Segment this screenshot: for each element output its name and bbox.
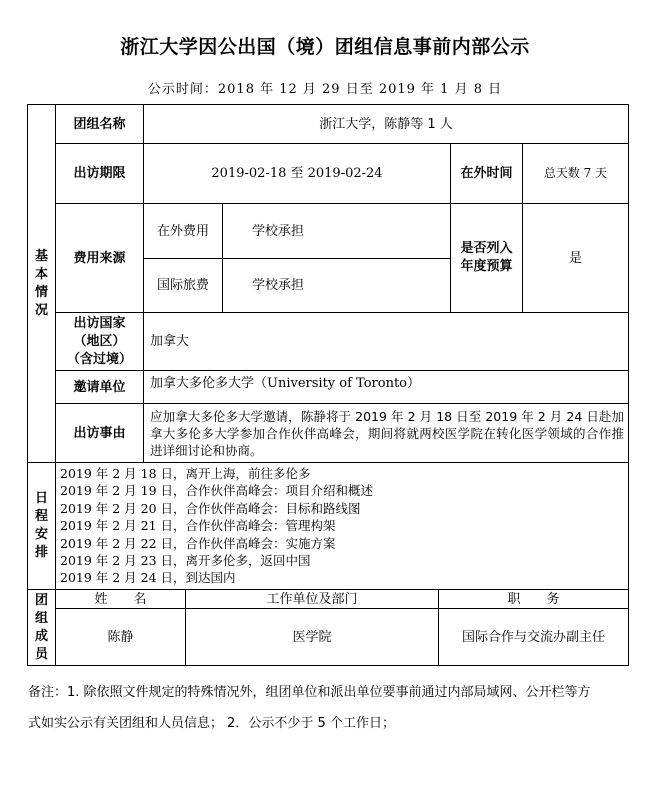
header-name: 姓 名 — [94, 591, 147, 607]
budget-label: 是否列入 年度预算 — [460, 241, 513, 274]
member-name: 陈静 — [107, 629, 134, 645]
member-title: 国际合作与交流办副主任 — [461, 629, 605, 645]
list-item: 2019 年 2 月 20 日，合作伙伴高峰会：目标和路线图 — [60, 500, 361, 516]
group-name-value: 浙江大学，陈静等 1 人 — [319, 116, 453, 132]
member-unit: 医学院 — [292, 629, 332, 645]
list-item: 2019 年 2 月 21 日，合作伙伴高峰会：管理构架 — [60, 518, 336, 534]
note-line-1: 备注：1. 除依照文件规定的特殊情况外，组团单位和派出单位要事前通过内部局域网、公开栏等方 — [28, 685, 591, 700]
purpose-label: 出访事由 — [73, 425, 126, 441]
purpose-value: 应加拿大多伦多大学邀请，陈静将于 2019 年 2 月 18 日至 2019 年 2 月 24 日赴加拿大多伦多大学参加合作伙伴高峰会，期间将就两校医学院在转化医学领域的合作推进详细讨论和协商。 — [150, 409, 624, 458]
list-item: 2019 年 2 月 22 日，合作伙伴高峰会：实施方案 — [60, 535, 336, 551]
abroad-time-label: 在外时间 — [460, 166, 513, 181]
group-name-label: 团组名称 — [73, 116, 126, 132]
abroad-fee-value: 学校承担 — [252, 223, 305, 239]
abroad-fee-label: 在外费用 — [156, 223, 209, 239]
publish-date: 公示时间：2018 年 12 月 29 日至 2019 年 1 月 8 日 — [147, 82, 503, 97]
travel-fee-label: 国际旅费 — [156, 278, 209, 293]
travel-fee-value: 学校承担 — [252, 278, 305, 293]
budget-value: 是 — [568, 250, 582, 266]
list-item: 2019 年 2 月 19 日，合作伙伴高峰会：项目介绍和概述 — [60, 483, 374, 499]
list-item: 2019 年 2 月 24 日，到达国内 — [60, 570, 236, 586]
period-value: 2019-02-18 至 2019-02-24 — [211, 166, 383, 181]
list-item: 2019 年 2 月 23 日，离开多伦多，返回中国 — [60, 553, 311, 569]
funding-label: 费用来源 — [73, 250, 126, 266]
inviter-value: 加拿大多伦多大学（University of Toronto） — [150, 375, 420, 391]
period-label: 出访期限 — [73, 166, 126, 181]
schedule-list — [60, 465, 620, 587]
inviter-label: 邀请单位 — [73, 379, 126, 395]
header-unit: 工作单位及部门 — [266, 591, 358, 607]
country-value: 加拿大 — [150, 334, 190, 349]
country-label: 出访国家 （地区） （含过境） — [66, 315, 132, 367]
page-title: 浙江大学因公出国（境）团组信息事前内部公示 — [120, 36, 530, 58]
abroad-time-value: 总天数 7 天 — [543, 166, 608, 180]
list-item: 2019 年 2 月 18 日，离开上海，前往多伦多 — [60, 466, 311, 481]
note-line-2: 式如实公示有关团组和人员信息； 2．公示不少于 5 个工作日； — [28, 716, 395, 731]
header-title: 职 务 — [507, 591, 560, 607]
basic-section-label: 基 本 情 况 — [34, 248, 48, 318]
schedule-section-label: 日 程 安 排 — [34, 491, 48, 560]
members-section-label: 团 组 成 员 — [34, 592, 48, 662]
